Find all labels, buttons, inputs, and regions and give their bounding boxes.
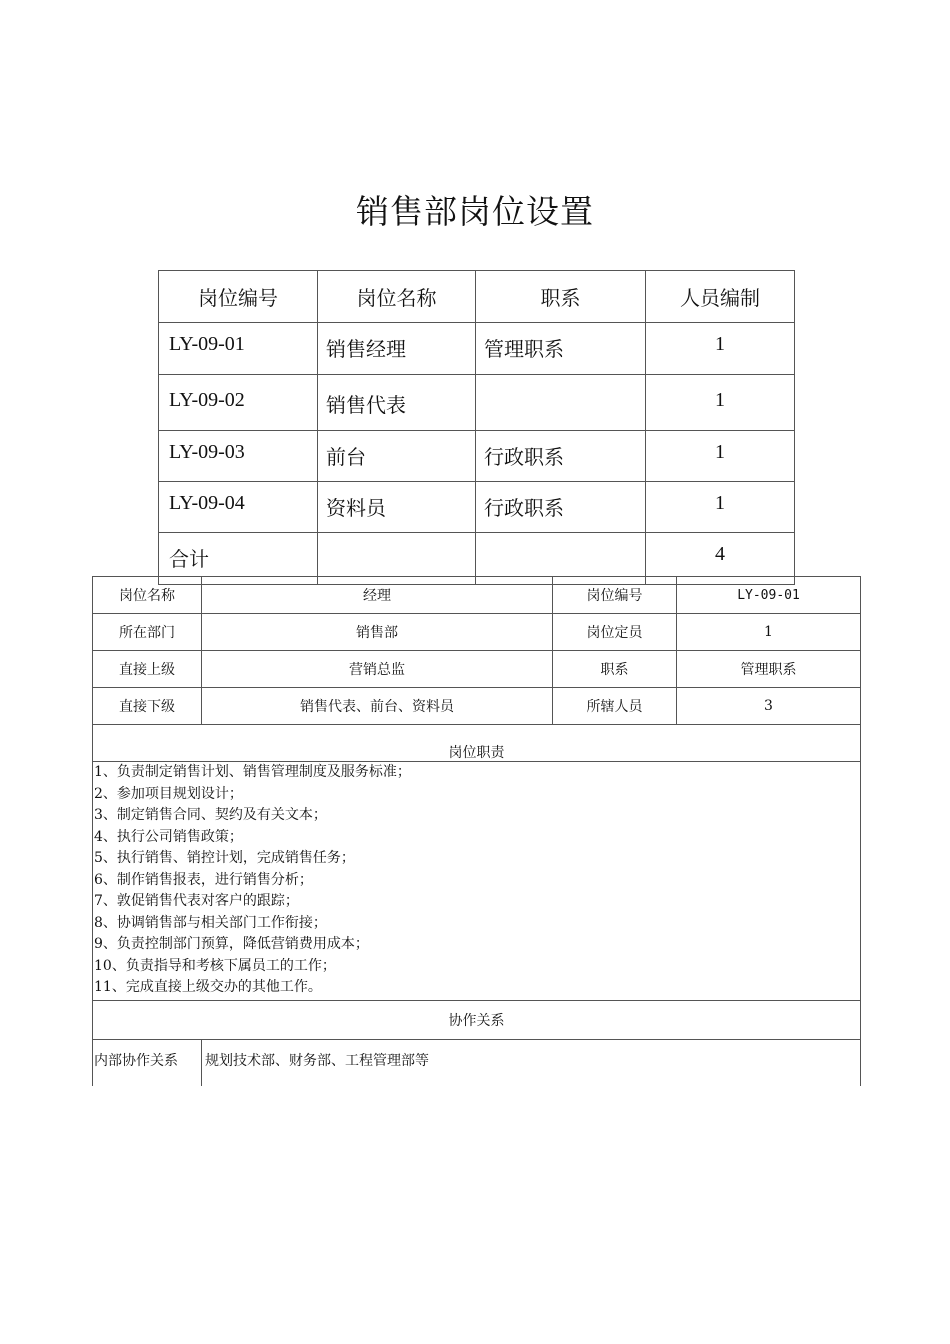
section-header-row	[93, 725, 861, 762]
position-code: LY-09-02	[159, 375, 318, 431]
position-system: 管理职系	[476, 323, 646, 375]
position-code: LY-09-04	[159, 482, 318, 533]
detail-row	[93, 577, 861, 614]
field-label: 所在部门	[93, 614, 202, 651]
position-name: 前台	[318, 431, 476, 482]
duties-list	[93, 762, 861, 1001]
detail-row	[93, 688, 861, 725]
headcount: 1	[646, 482, 795, 533]
detail-row	[93, 651, 861, 688]
field-value: 经理	[202, 577, 553, 614]
position-code: LY-09-01	[159, 323, 318, 375]
field-label: 职系	[553, 651, 677, 688]
field-value: 1	[677, 614, 861, 651]
total-label: 合计	[159, 533, 318, 585]
field-value: 营销总监	[202, 651, 553, 688]
list-item: 7、敦促销售代表对客户的跟踪；	[94, 893, 299, 909]
position-system: 行政职系	[476, 482, 646, 533]
field-label: 岗位定员	[553, 614, 677, 651]
total-count: 4	[646, 533, 795, 585]
page-title: 销售部岗位设置	[356, 192, 594, 231]
column-header: 职系	[476, 271, 646, 323]
position-name: 销售经理	[318, 323, 476, 375]
column-header: 岗位编号	[159, 271, 318, 323]
internal-cooperation-label: 内部协作关系	[93, 1040, 202, 1087]
list-item: 2、参加项目规划设计；	[94, 785, 243, 802]
field-value: 3	[677, 688, 861, 725]
job-detail-table	[92, 576, 861, 1086]
position-summary-table	[158, 270, 795, 585]
position-name: 销售代表	[318, 375, 476, 431]
field-label: 直接上级	[93, 651, 202, 688]
field-value: 管理职系	[677, 651, 861, 688]
table-header-row	[159, 271, 795, 323]
list-item: 5、执行销售、销控计划，完成销售任务；	[94, 850, 355, 866]
list-item: 8、协调销售部与相关部门工作衔接；	[94, 914, 327, 931]
field-value: LY-09-01	[677, 577, 861, 614]
headcount: 1	[646, 431, 795, 482]
internal-cooperation-value: 规划技术部、财务部、工程管理部等	[202, 1040, 861, 1087]
headcount: 1	[646, 375, 795, 431]
cooperation-row	[93, 1040, 861, 1087]
field-label: 直接下级	[93, 688, 202, 725]
field-value: 销售部	[202, 614, 553, 651]
position-code: LY-09-03	[159, 431, 318, 482]
duties-row	[93, 762, 861, 1001]
field-label: 岗位名称	[93, 577, 202, 614]
duties-title: 岗位职责	[93, 725, 861, 762]
column-header: 岗位名称	[318, 271, 476, 323]
detail-row	[93, 614, 861, 651]
list-item: 3、制定销售合同、契约及有关文本；	[94, 807, 327, 823]
field-label: 岗位编号	[553, 577, 677, 614]
position-name: 资料员	[318, 482, 476, 533]
section-header-row	[93, 1001, 861, 1040]
position-system	[476, 375, 646, 431]
list-item: 6、制作销售报表，进行销售分析；	[94, 871, 313, 888]
table-row	[159, 375, 795, 431]
list-item: 10、负责指导和考核下属员工的工作；	[94, 957, 336, 974]
cooperation-title: 协作关系	[93, 1001, 861, 1040]
table-row	[159, 323, 795, 375]
field-value: 销售代表、前台、资料员	[202, 688, 553, 725]
list-item: 9、负责控制部门预算，降低营销费用成本；	[94, 936, 369, 952]
column-header: 人员编制	[646, 271, 795, 323]
list-item: 1、负责制定销售计划、销售管理制度及服务标准；	[94, 764, 411, 780]
headcount: 1	[646, 323, 795, 375]
field-label: 所辖人员	[553, 688, 677, 725]
table-row	[159, 431, 795, 482]
list-item: 11、完成直接上级交办的其他工作。	[94, 979, 322, 995]
position-system: 行政职系	[476, 431, 646, 482]
table-row	[159, 482, 795, 533]
list-item: 4、执行公司销售政策；	[94, 828, 243, 845]
